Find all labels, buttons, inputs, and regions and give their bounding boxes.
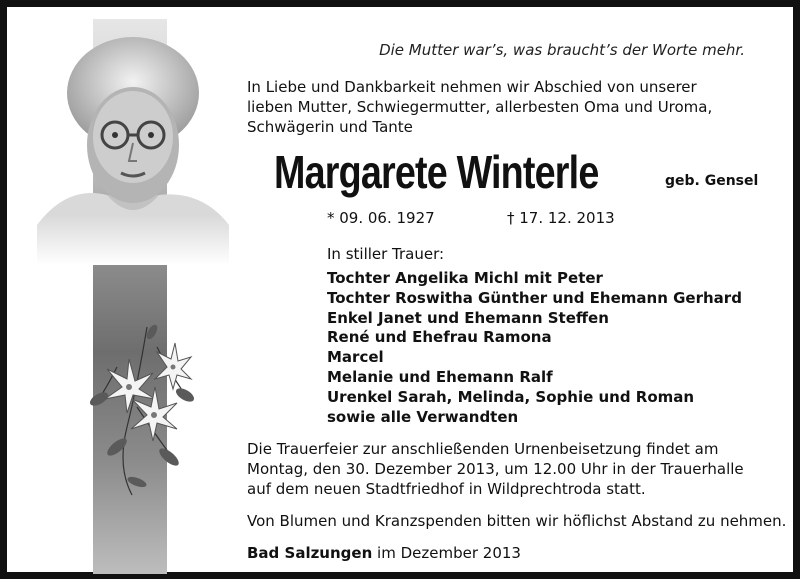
place-date (247, 544, 521, 562)
mourner-line: Urenkel Sarah, Melinda, Sophie und Roman (327, 387, 695, 406)
portrait-photo (37, 25, 229, 265)
mourning-title: In stiller Trauer: (327, 245, 445, 263)
motto: Die Mutter war’s, was braucht’s der Worte mehr. (379, 41, 745, 59)
funeral-line: Montag, den 30. Dezember 2013, um 12.00 Uhr in der Trauerhalle (247, 460, 744, 478)
mourner-line: Melanie und Ehemann Ralf (327, 367, 553, 386)
intro-line: Schwägerin und Tante (247, 118, 413, 136)
mourner-line: sowie alle Verwandten (327, 407, 519, 426)
mourner-line: René und Ehefrau Ramona (327, 328, 552, 347)
deceased-name: Margarete Winterle (274, 146, 599, 198)
flowers-note: Von Blumen und Kranzspenden bitten wir höflichst Abstand zu nehmen. (247, 512, 787, 530)
birth-name: geb. Gensel (665, 173, 759, 189)
funeral-line: auf dem neuen Stadtfriedhof in Wildprechtroda statt. (247, 480, 646, 498)
death-date: † 17. 12. 2013 (507, 209, 615, 227)
intro-text (247, 77, 747, 137)
mourner-line: Marcel (327, 348, 384, 367)
mourners-list (327, 269, 742, 427)
mourner-line: Tochter Roswitha Günther und Ehemann Gerhard (327, 288, 742, 307)
funeral-line: Die Trauerfeier zur anschließenden Urnenbeisetzung findet am (247, 440, 719, 458)
place-city: Bad Salzungen (247, 544, 373, 562)
lily-flowers-image (77, 307, 207, 497)
mourner-line: Enkel Janet und Ehemann Steffen (327, 308, 609, 327)
birth-date: * 09. 06. 1927 (327, 209, 435, 227)
intro-line: In Liebe und Dankbarkeit nehmen wir Abschied von unserer (247, 78, 697, 96)
mourner-line: Tochter Angelika Michl mit Peter (327, 269, 603, 287)
intro-line: lieben Mutter, Schwiegermutter, allerbesten Oma und Uroma, (247, 98, 713, 116)
place-date-text: im Dezember 2013 (377, 544, 521, 562)
funeral-info (247, 439, 767, 499)
